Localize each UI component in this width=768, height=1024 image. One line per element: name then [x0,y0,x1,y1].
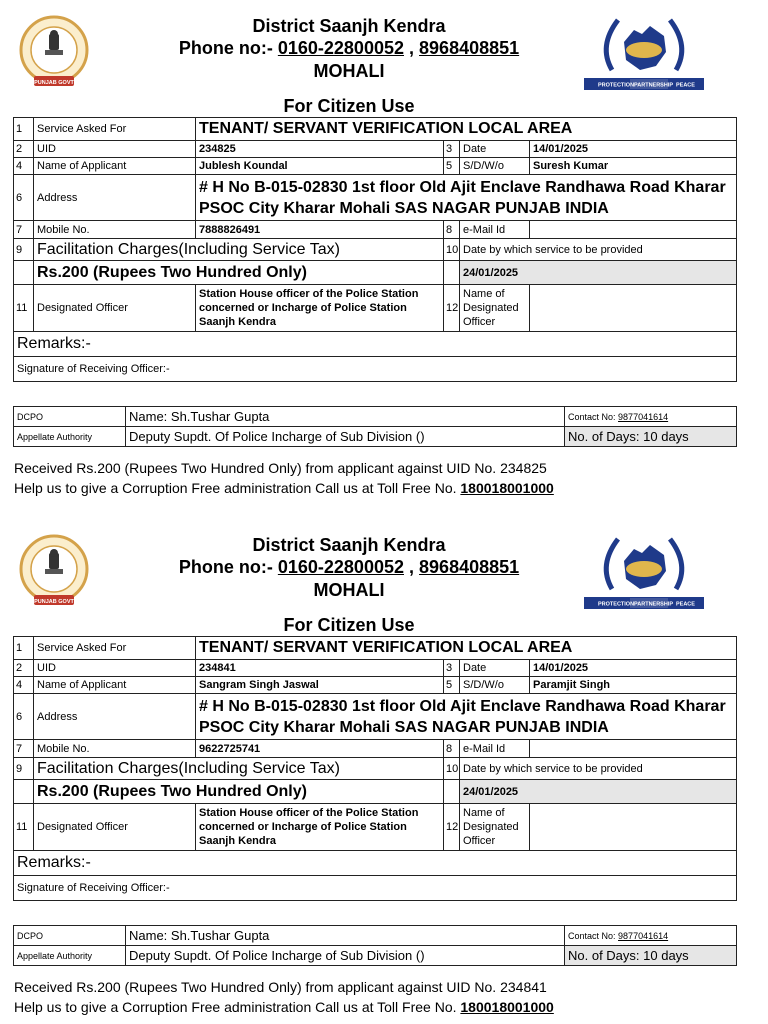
applicant-name: Jublesh Koundal [196,158,444,175]
svg-text:PEACE: PEACE [676,601,695,608]
office-phone: Phone no:- 0160-22800052 , 8968408851 [178,557,520,577]
service-days: No. of Days: 10 days [565,946,737,966]
office-name: District Saanjh Kendra [252,535,446,555]
table-row: 7 Mobile No. 9622725741 8 e-Mail Id [14,740,737,758]
office-phone: Phone no:- 0160-22800052 , 8968408851 [178,38,520,58]
designated-officer-name [530,804,737,851]
help-text: Help us to give a Corruption Free administration Call us at Toll Free No. 180018001000 [14,999,554,1015]
phone-number-2: 8968408851 [419,557,520,577]
punjab-police-seal-icon [18,533,90,609]
table-row [14,261,737,285]
table-row: 1 Service Asked For TENANT/ SERVANT VERIFICATION LOCAL AREA [14,118,737,141]
section-title: For Citizen Use [283,96,415,116]
table-row: 1 Service Asked For TENANT/ SERVANT VERIFICATION LOCAL AREA [14,637,737,660]
email-value [530,740,737,758]
svg-text:PEACE: PEACE [676,82,695,89]
police-community-emblem-icon [584,12,704,92]
svg-text:PARTNERSHIP: PARTNERSHIP [634,82,674,89]
table-row: 7 Mobile No. 7888826491 8 e-Mail Id [14,221,737,239]
date-value: 14/01/2025 [530,660,737,677]
service-due-date: 24/01/2025 [460,261,737,285]
service-days: No. of Days: 10 days [565,427,737,447]
police-community-emblem-icon [584,531,704,611]
table-row [14,851,737,876]
appellate-authority: Deputy Supdt. Of Police Incharge of Sub Division () [126,946,565,966]
charge-amount: Rs.200 (Rupees Two Hundred Only) [34,780,444,804]
table-row: 2 UID 234841 3 Date 14/01/2025 [14,660,737,677]
table-row [14,332,737,357]
designated-officer-name [530,285,737,332]
office-name: District Saanjh Kendra [252,16,446,36]
date-value: 14/01/2025 [530,141,737,158]
help-text: Help us to give a Corruption Free administration Call us at Toll Free No. 180018001000 [14,480,554,496]
relation-name: Suresh Kumar [530,158,737,175]
table-row: Appellate Authority Deputy Supdt. Of Police Incharge of Sub Division () No. of Days: 10 days [14,427,737,447]
svg-text:PUNJAB GOVT: PUNJAB GOVT [34,80,74,86]
verification-table [13,636,737,901]
table-row: Appellate Authority Deputy Supdt. Of Police Incharge of Sub Division () No. of Days: 10 days [14,946,737,966]
table-row: 6 Address # H No B-015-02830 1st floor Old Ajit Enclave Randhawa Road Kharar PSOC City Kharar Mohali SAS NAGAR PUNJAB INDIA [14,694,737,740]
dcpo-table [13,406,737,447]
phone-number-1: 0160-22800052 [277,38,404,58]
table-row: 11 Designated Officer Station House officer of the Police Station concerned or Incharge of Police Station Saanjh Kendra 12 Name of Designated Officer [14,804,737,851]
appellate-authority: Deputy Supdt. Of Police Incharge of Sub Division () [126,427,565,447]
mobile-value: 9622725741 [196,740,444,758]
applicant-name: Sangram Singh Jaswal [196,677,444,694]
table-row [14,357,737,382]
verification-slip-2 [0,519,768,1024]
toll-free-number: 180018001000 [460,999,554,1015]
remarks: Remarks:- [14,851,737,876]
dcpo-contact: 9877041614 [618,930,669,941]
signature-line: Signature of Receiving Officer:- [14,357,737,382]
designated-officer: Station House officer of the Police Station concerned or Incharge of Police Station Saanjh Kendra [196,285,444,332]
address-value: # H No B-015-02830 1st floor Old Ajit Enclave Randhawa Road Kharar PSOC City Kharar Mohali SAS NAGAR PUNJAB INDIA [196,175,737,221]
remarks: Remarks:- [14,332,737,357]
uid-value: 234825 [196,141,444,158]
signature-line: Signature of Receiving Officer:- [14,876,737,901]
svg-text:PARTNERSHIP: PARTNERSHIP [634,601,674,608]
table-row: DCPO Name: Sh.Tushar Gupta Contact No: 9877041614 [14,926,737,946]
svg-text:PUNJAB GOVT: PUNJAB GOVT [34,599,74,605]
section-title: For Citizen Use [283,615,415,635]
office-city: MOHALI [313,61,385,81]
slip-header [0,531,768,611]
dcpo-name: Name: Sh.Tushar Gupta [126,926,565,946]
uid-value: 234841 [196,660,444,677]
table-row: 6 Address # H No B-015-02830 1st floor Old Ajit Enclave Randhawa Road Kharar PSOC City Kharar Mohali SAS NAGAR PUNJAB INDIA [14,175,737,221]
receipt-text: Received Rs.200 (Rupees Two Hundred Only) from applicant against UID No. 234841 [14,979,547,995]
table-row [14,876,737,901]
punjab-police-seal-icon [18,14,90,90]
table-row: 2 UID 234825 3 Date 14/01/2025 [14,141,737,158]
dcpo-contact: 9877041614 [618,411,669,422]
service-due-date: 24/01/2025 [460,780,737,804]
office-city: MOHALI [313,580,385,600]
phone-number-1: 0160-22800052 [277,557,404,577]
table-row: 4 Name of Applicant Jublesh Koundal 5 S/D/W/o Suresh Kumar [14,158,737,175]
table-row: 11 Designated Officer Station House officer of the Police Station concerned or Incharge of Police Station Saanjh Kendra 12 Name of Designated Officer [14,285,737,332]
receipt-text: Received Rs.200 (Rupees Two Hundred Only) from applicant against UID No. 234825 [14,460,547,476]
phone-number-2: 8968408851 [419,38,520,58]
service-value: TENANT/ SERVANT VERIFICATION LOCAL AREA [196,637,737,660]
table-row [14,780,737,804]
service-value: TENANT/ SERVANT VERIFICATION LOCAL AREA [196,118,737,141]
dcpo-table [13,925,737,966]
designated-officer: Station House officer of the Police Station concerned or Incharge of Police Station Saanjh Kendra [196,804,444,851]
dcpo-name: Name: Sh.Tushar Gupta [126,407,565,427]
email-value [530,221,737,239]
svg-text:PROTECTION: PROTECTION [598,82,635,89]
relation-name: Paramjit Singh [530,677,737,694]
svg-text:PROTECTION: PROTECTION [598,601,635,608]
table-row: 9 Facilitation Charges(Including Service Tax) 10 Date by which service to be provided [14,239,737,261]
verification-table [13,117,737,382]
address-value: # H No B-015-02830 1st floor Old Ajit Enclave Randhawa Road Kharar PSOC City Kharar Mohali SAS NAGAR PUNJAB INDIA [196,694,737,740]
table-row: DCPO Name: Sh.Tushar Gupta Contact No: 9877041614 [14,407,737,427]
table-row: 4 Name of Applicant Sangram Singh Jaswal 5 S/D/W/o Paramjit Singh [14,677,737,694]
table-row: 9 Facilitation Charges(Including Service Tax) 10 Date by which service to be provided [14,758,737,780]
mobile-value: 7888826491 [196,221,444,239]
slip-header [0,12,768,92]
charge-amount: Rs.200 (Rupees Two Hundred Only) [34,261,444,285]
toll-free-number: 180018001000 [460,480,554,496]
